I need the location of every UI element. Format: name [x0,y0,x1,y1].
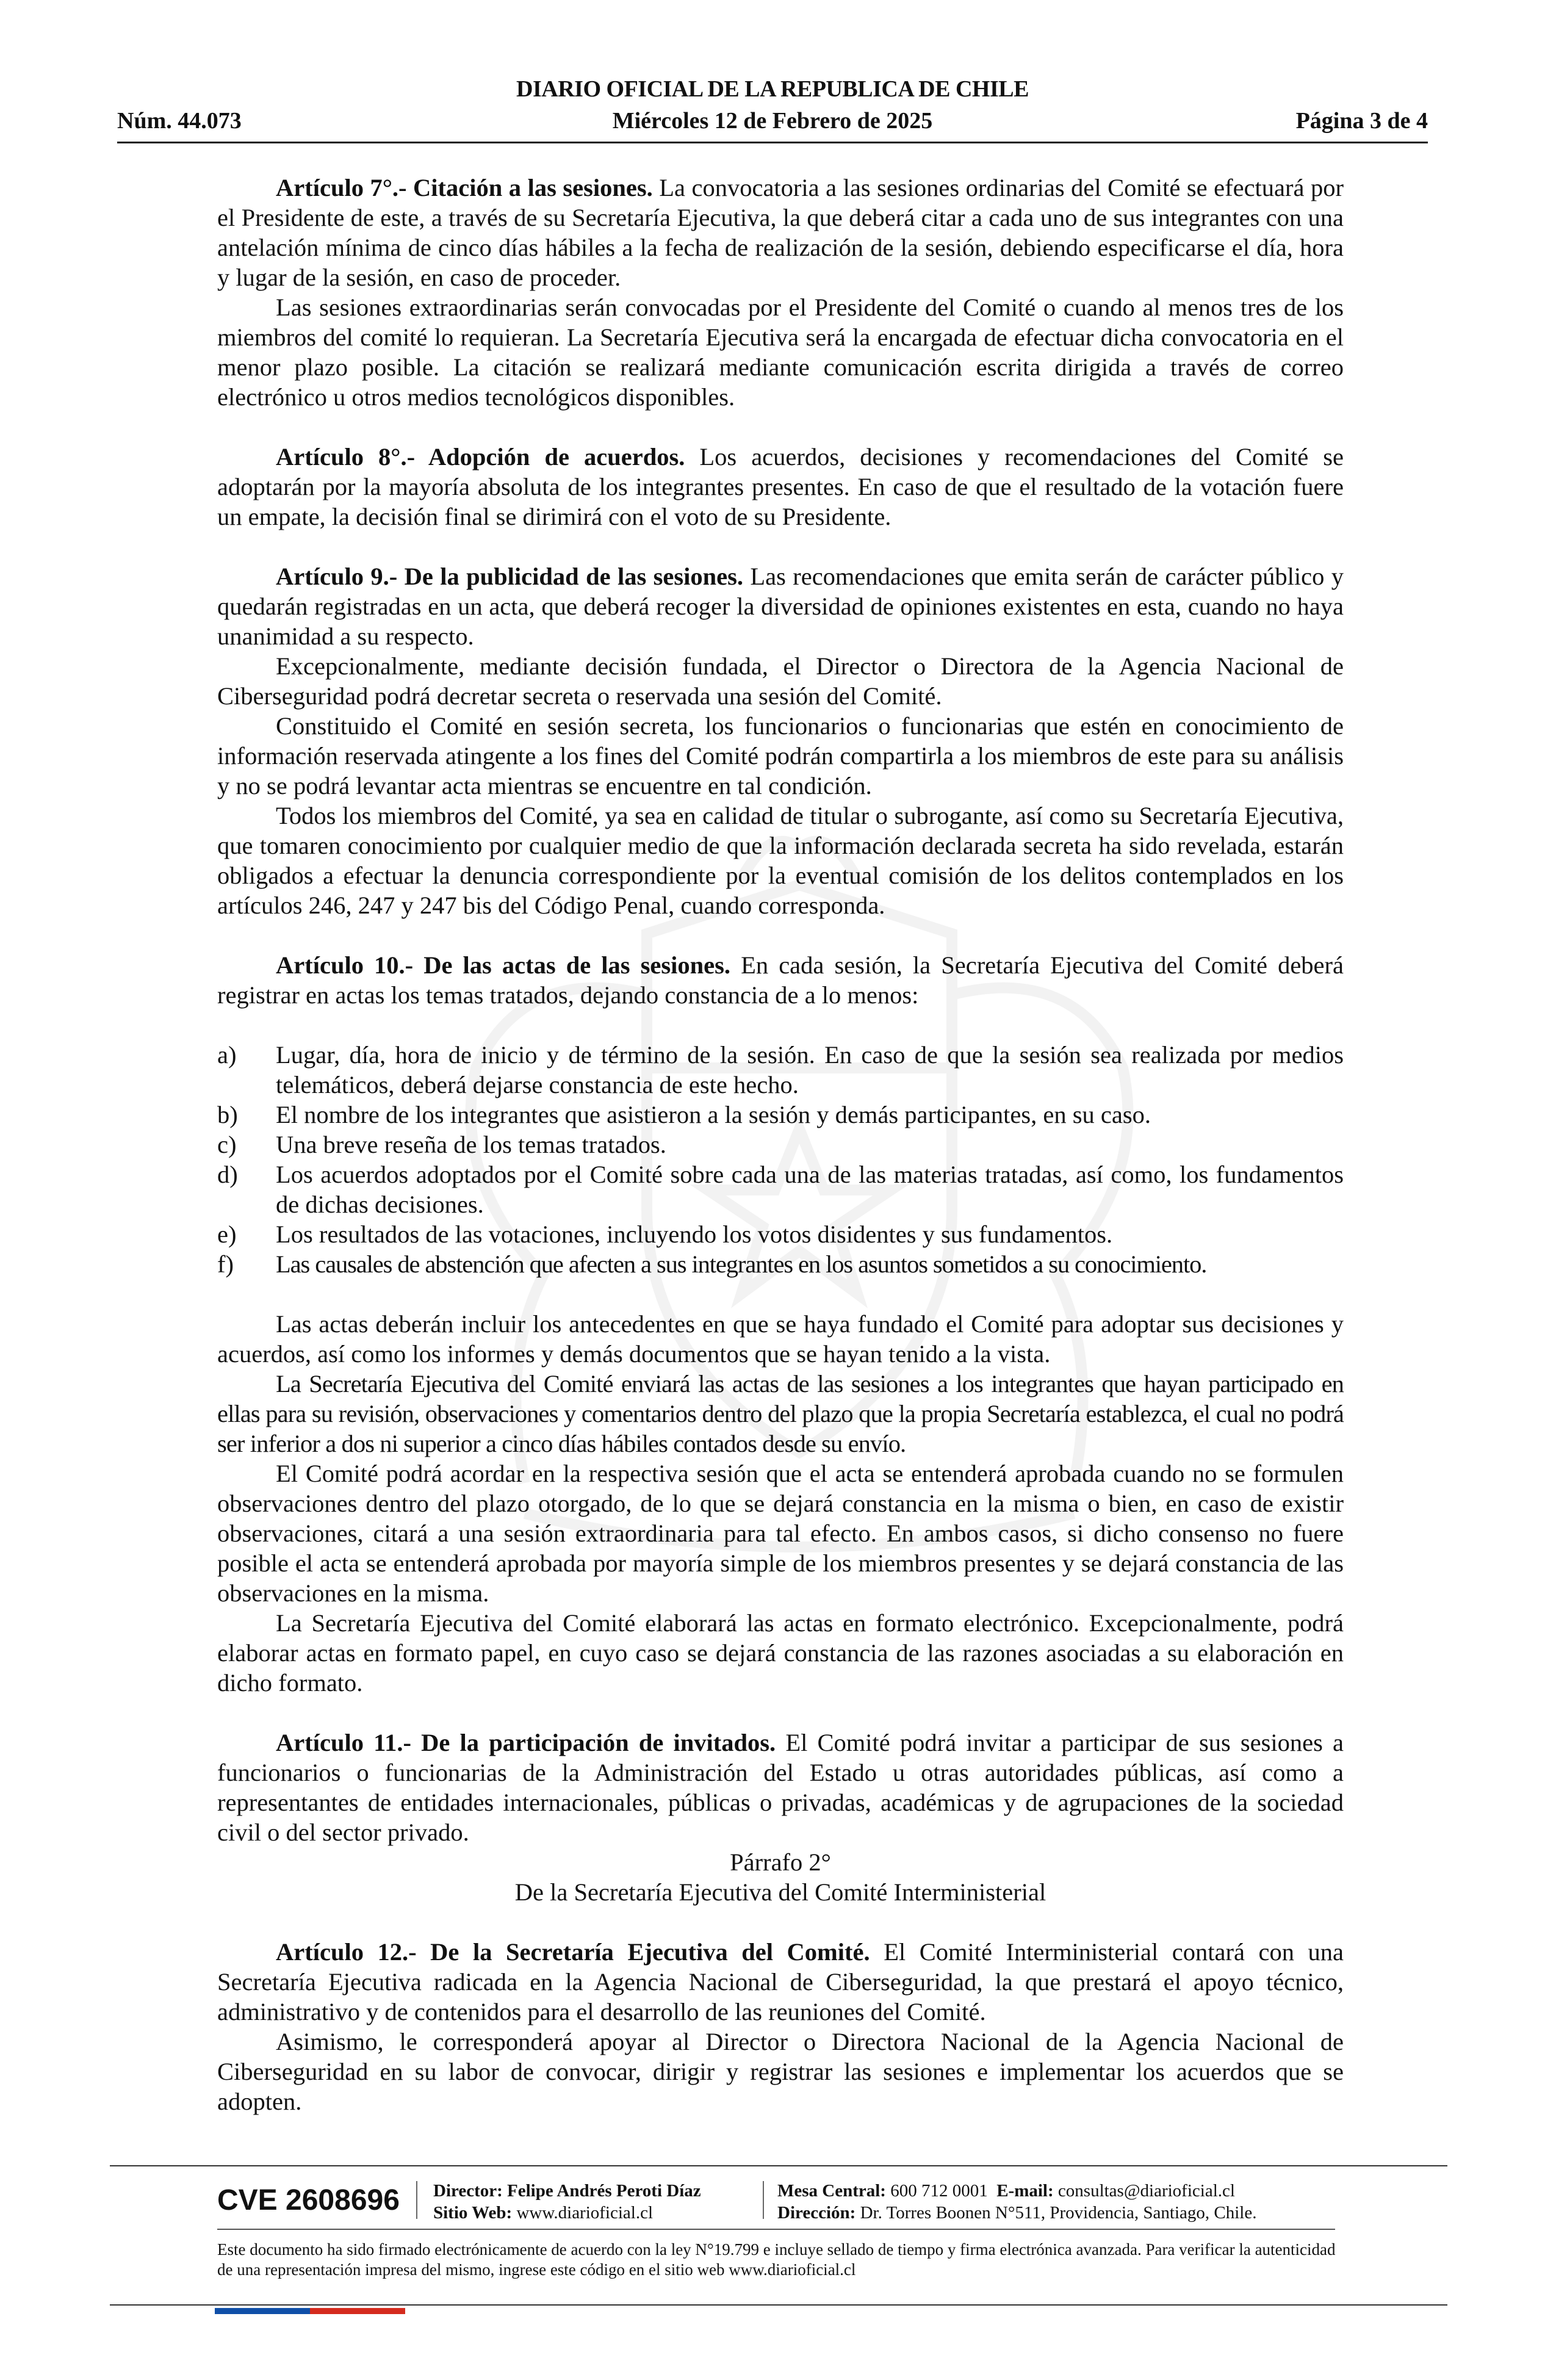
list-item [217,1130,1344,1159]
director-label: Director: [433,2181,503,2201]
article-10-text: En cada sesión, la Secretaría Ejecutiva del Comité deberá registrar en actas los temas tratados, dejando constancia de a lo menos: [217,951,1344,1009]
footer-divider [763,2181,764,2219]
article-10-p4: El Comité podrá acordar en la respectiva sesión que el acta se entenderá aprobada cuando no se formulen observaciones dentro del plazo otorgado, de lo que se dejará constancia en la misma o bien, en caso de existir observaciones, citará a una sesión extraordinaria para tal efecto. En ambos casos, si dicho consenso no fuere posible el acta se entenderá aprobada por mayoría simple de los miembros presentes y se dejará constancia de las observaciones en la misma. [217,1460,1344,1607]
list-text: Los acuerdos adoptados por el Comité sobre cada una de las materias tratadas, así como, los fundamentos de dichas decisiones. [276,1161,1344,1218]
article-9-p4: Todos los miembros del Comité, ya sea en calidad de titular o subrogante, así como su Secretaría Ejecutiva, que tomaren conocimiento por cualquier medio de que la información declarada secreta ha sido revelada, estarán obligados a efectuar la denuncia correspondiente por la eventual comisión de los delitos contemplados en los artículos 246, 247 y 247 bis del Código Penal, cuando corresponda. [217,802,1344,919]
issue-date: Miércoles 12 de Febrero de 2025 [612,108,933,134]
article-10-p1 [217,950,1344,1010]
phone-value: 600 712 0001 [885,2181,988,2201]
paragraph-2-subtitle: De la Secretaría Ejecutiva del Comité Interministerial [514,1878,1046,1906]
article-7-heading: Artículo 7°.- Citación a las sesiones. [276,174,653,201]
flag-blue-stripe [215,2308,310,2314]
website-label: Sitio Web: [433,2203,513,2223]
list-item [217,1249,1344,1279]
paragraph-2-title: Párrafo 2° [730,1848,831,1876]
list-text: Lugar, día, hora de inicio y de término de la sesión. En caso de que la sesión sea realizada por medios telemáticos, deberá dejarse constancia de este hecho. [276,1041,1344,1098]
list-item [217,1159,1344,1219]
list-marker: a) [217,1041,237,1069]
article-12-p1 [217,1937,1344,2027]
director-line [433,2180,701,2202]
footer-info [217,2176,1344,2225]
article-9-p2: Excepcionalmente, mediante decisión fundada, el Director o Directora de la Agencia Nacional de Ciberseguridad podrá decretar secreta o reservada una sesión del Comité. [217,652,1344,710]
footer-rule-bottom [110,2304,1447,2306]
article-9-p3: Constituido el Comité en sesión secreta, los funcionarios o funcionarias que estén en conocimiento de información reservada atingente a los fines del Comité podrán compartirla a los miembros de este para su análisis y no se podrá levantar acta mientras se encuentre en tal condición. [217,712,1344,799]
flag-stripe [215,2308,405,2314]
article-12-p2: Asimismo, le corresponderá apoyar al Director o Directora Nacional de la Agencia Nacional de Ciberseguridad en su labor de convocar, dirigir y registrar las sesiones e implementar los acuerdos que se adopten. [217,2028,1344,2115]
list-text: Los resultados de las votaciones, incluyendo los votos disidentes y sus fundamentos. [276,1221,1113,1248]
contact-line [777,2180,1256,2202]
article-10-p5: La Secretaría Ejecutiva del Comité elaborará las actas en formato electrónico. Excepcionalmente, podrá elaborar actas en formato papel, en cuyo caso se dejará constancia de las razones asociadas a su elaboración en dicho formato. [217,1609,1344,1697]
article-9-heading: Artículo 9.- De la publicidad de las sesiones. [276,563,743,590]
address-value: Dr. Torres Boonen N°511, Providencia, Santiago, Chile. [855,2203,1257,2223]
director-name: Felipe Andrés Peroti Díaz [502,2181,701,2201]
legal-notice: Este documento ha sido firmado electrónicamente de acuerdo con la ley N°19.799 e incluye sellado de tiempo y firma electrónica avanzada. Para verificar la autenticidad de una representación impresa del mismo, ingrese este código en el sitio web www.diarioficial.cl [217,2240,1336,2279]
list-item [217,1219,1344,1249]
footer-rule-middle [217,2229,1335,2230]
list-text: Una breve reseña de los temas tratados. [276,1131,666,1158]
article-10-p2: Las actas deberán incluir los antecedentes en que se haya fundado el Comité para adoptar sus decisiones y acuerdos, así como los informes y demás documentos que se hayan tenido a la vista. [217,1310,1344,1368]
phone-label: Mesa Central: [777,2181,886,2201]
list-item [217,1040,1344,1100]
flag-red-stripe [310,2308,405,2314]
article-8-heading: Artículo 8°.- Adopción de acuerdos. [276,443,685,471]
email-label: E-mail: [996,2181,1054,2201]
address-line [777,2202,1256,2224]
list-item [217,1100,1344,1130]
page-indicator: Página 3 de 4 [1295,108,1428,134]
article-11-text: El Comité podrá invitar a participar de sus sesiones a funcionarios o funcionarias de la Administración del Estado u otras autoridades públicas, así como a representantes de entidades internacionales, públicas o privadas, académicas y de agrupaciones de la sociedad civil o del sector privado. [217,1729,1344,1846]
list-marker: f) [217,1250,234,1278]
footer-contact-col [777,2180,1256,2224]
document-body [217,173,1344,2116]
article-8-p1 [217,442,1344,532]
article-7-p1 [217,173,1344,292]
website-link[interactable]: www.diarioficial.cl [512,2203,654,2223]
article-10-p3: La Secretaría Ejecutiva del Comité enviará las actas de las sesiones a los integrantes que hayan participado en ellas para su revisión, observaciones y comentarios dentro del plazo que la propia Secretaría establezca, el cual no podrá ser inferior a dos ni superior a cinco días hábiles contados desde su envío. [217,1370,1344,1457]
article-7-text: La convocatoria a las sesiones ordinarias del Comité se efectuará por el Presidente de este, a través de su Secretaría Ejecutiva, la que deberá citar a cada uno de sus integrantes con una antelación mínima de cinco días hábiles a la fecha de realización de la sesión, debiendo especificarse el día, hora y lugar de la sesión, en caso de proceder. [217,174,1344,291]
list-marker: b) [217,1101,238,1128]
list-marker: c) [217,1131,237,1158]
address-label: Dirección: [777,2203,856,2223]
journal-title: DIARIO OFICIAL DE LA REPUBLICA DE CHILE [516,76,1029,102]
article-7-p2: Las sesiones extraordinarias serán convocadas por el Presidente del Comité o cuando al menos tres de los miembros del comité lo requieran. La Secretaría Ejecutiva será la encargada de efectuar dicha convocatoria en el menor plazo posible. La citación se realizará mediante comunicación escrita dirigida a través de correo electrónico u otros medios tecnológicos disponibles. [217,294,1344,411]
article-8-text: Los acuerdos, decisiones y recomendaciones del Comité se adoptarán por la mayoría absoluta de los integrantes presentes. En caso de que el resultado de la votación fuere un empate, la decisión final se dirimirá con el voto de su Presidente. [217,443,1344,530]
article-9-text: Las recomendaciones que emita serán de carácter público y quedarán registradas en un acta, que deberá recoger la diversidad de opiniones existentes en esta, cuando no haya unanimidad a su respecto. [217,563,1344,650]
page-header [117,76,1428,142]
email-link[interactable]: consultas@diarioficial.cl [1053,2181,1235,2201]
footer-director-col [433,2180,701,2224]
footer-divider [416,2181,417,2219]
website-line [433,2202,701,2224]
article-11-p1 [217,1728,1344,1847]
article-12-heading: Artículo 12.- De la Secretaría Ejecutiva del Comité. [276,1938,870,1966]
cve-code: CVE 2608696 [217,2184,400,2216]
article-12-text: El Comité Interministerial contará con una Secretaría Ejecutiva radicada en la Agencia Nacional de Ciberseguridad, la que prestará el apoyo técnico, administrativo y de contenidos para el desarrollo de las reuniones del Comité. [217,1938,1344,2025]
list-text: El nombre de los integrantes que asistieron a la sesión y demás participantes, en su caso. [276,1101,1151,1128]
list-text: Las causales de abstención que afecten a sus integrantes en los asuntos sometidos a su conocimiento. [276,1250,1207,1278]
article-9-p1 [217,561,1344,651]
article-10-list [217,1040,1344,1279]
article-10-heading: Artículo 10.- De las actas de las sesiones. [276,951,731,979]
article-11-heading: Artículo 11.- De la participación de invitados. [276,1729,776,1756]
issue-number: Núm. 44.073 [117,108,242,134]
header-rule [117,142,1428,143]
list-marker: e) [217,1221,237,1248]
footer-rule-top [110,2165,1447,2166]
list-marker: d) [217,1161,238,1188]
